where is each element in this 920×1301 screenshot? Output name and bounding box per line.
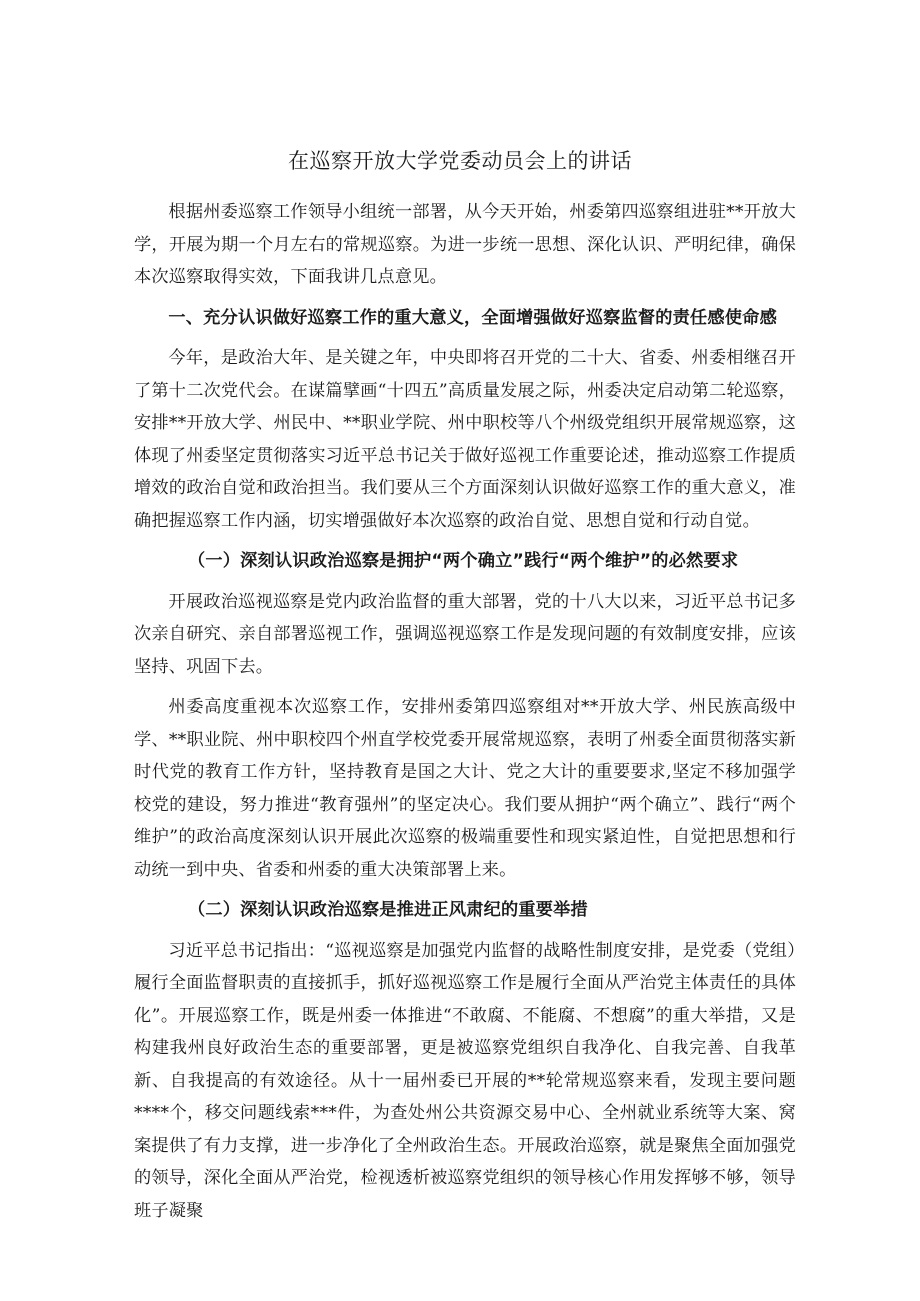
subsection-2-heading: （二）深刻认识政治巡察是推进正风肃纪的重要举措 <box>188 900 588 920</box>
section-1-paragraph: 今年，是政治大年、是关键之年，中央即将召开党的二十大、省委、州委相继召开了第十二次党代会。在谋篇擘画“十四五”高质量发展之际，州委决定启动第二轮巡察，安排**开放大学、州民中、**职业学院、州中职校等八个州级党组织开展常规巡察，这体现了州委坚定贯彻落实习近平总书记关于做好巡视工作重要论述，推动巡察工作提质增效的政治自觉和政治担当。我们要从三个方面深刻认识做好巡察工作的重大意义，准确把握巡察工作内涵，切实增强做好本次巡察的政治自觉、思想自觉和行动自觉。 <box>134 348 796 531</box>
document-body <box>134 196 796 1235</box>
document-title: 在巡察开放大学党委动员会上的讲话 <box>288 149 632 173</box>
section-1-heading: 一、充分认识做好巡察工作的重大意义，全面增强做好巡察监督的责任感使命感 <box>168 307 777 328</box>
intro-paragraph: 根据州委巡察工作领导小组统一部署，从今天开始，州委第四巡察组进驻**开放大学，开展为期一个月左右的常规巡察。为进一步统一思想、深化认识、严明纪律，确保本次巡察取得实效，下面我讲几点意见。 <box>134 202 796 287</box>
subsection-1-heading: （一）深刻认识政治巡察是拥护“两个确立”践行“两个维护”的必然要求 <box>188 551 739 571</box>
subsection-1-paragraph-1: 开展政治巡视巡察是党内政治监督的重大部署，党的十八大以来，习近平总书记多次亲自研究、亲自部署巡视工作，强调巡视巡察工作是发现问题的有效制度安排，应该坚持、巩固下去。 <box>134 591 796 677</box>
subsection-1-paragraph-2: 州委高度重视本次巡察工作，安排州委第四巡察组对**开放大学、州民族高级中学、**职业院、州中职校四个州直学校党委开展常规巡察，表明了州委全面贯彻落实新时代党的教育工作方针，坚持教育是国之大计、党之大计的重要要求,坚定不移加强学校党的建设，努力推进“教育强州”的坚定决心。我们要从拥护“两个确立”、践行“两个维护”的政治高度深刻认识开展此次巡察的极端重要性和现实紧迫性，自觉把思想和行动统一到中央、省委和州委的重大决策部署上来。 <box>134 697 796 880</box>
subsection-2-paragraph-1: 习近平总书记指出：“巡视巡察是加强党内监督的战略性制度安排，是党委（党组）履行全面监督职责的直接抓手，抓好巡视巡察工作是履行全面从严治党主体责任的具体化”。开展巡察工作，既是州委一体推进“不敢腐、不能腐、不想腐”的重大举措，又是构建我州良好政治生态的重要部署，更是被巡察党组织自我净化、自我完善、自我革新、自我提高的有效途径。从十一届州委已开展的**轮常规巡察来看，发现主要问题****个，移交问题线索***件，为查处州公共资源交易中心、全州就业系统等大案、窝案提供了有力支撑，进一步净化了全州政治生态。开展政治巡察，就是聚焦全面加强党的领导，深化全面从严治党，检视透析被巡察党组织的领导核心作用发挥够不够，领导班子凝聚 <box>134 940 796 1221</box>
